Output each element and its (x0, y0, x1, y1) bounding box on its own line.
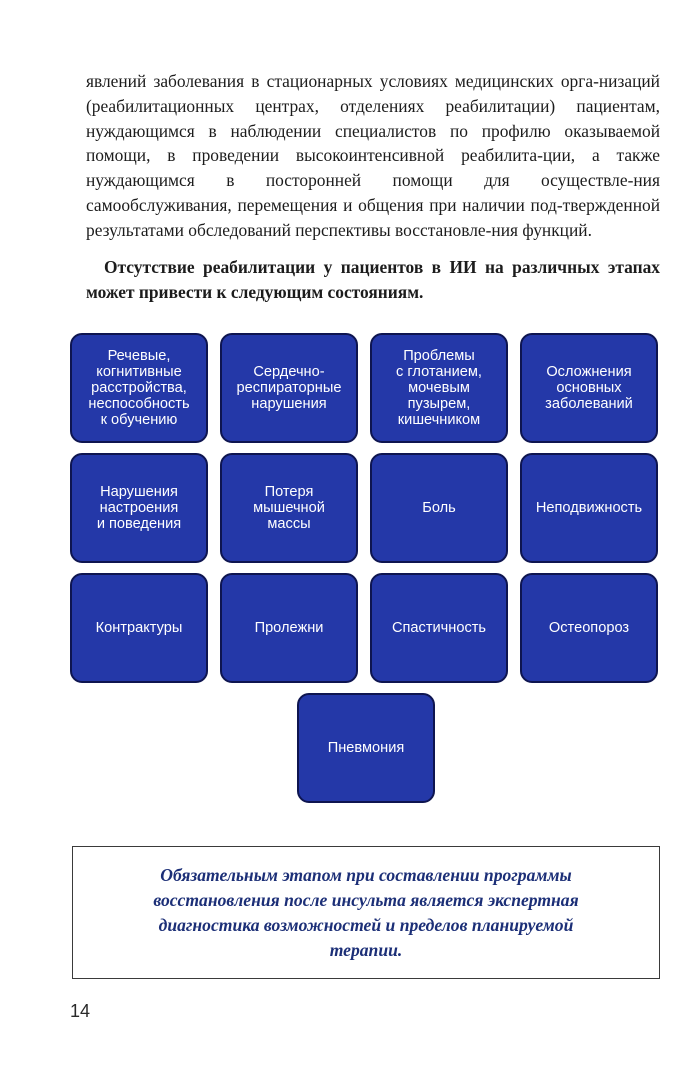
condition-label: Сердечно- респираторные нарушения (236, 364, 342, 412)
condition-box-bedsores (220, 573, 358, 683)
condition-label: Неподвижность (535, 500, 643, 516)
condition-box-spasticity (370, 573, 508, 683)
condition-label: Боль (422, 500, 456, 516)
condition-box-contractures (70, 573, 208, 683)
condition-box-muscle-loss (220, 453, 358, 563)
condition-box-pneumonia (297, 693, 435, 803)
section-heading: Отсутствие реабилитации у пациентов в ИИ на различных этапах может привести к следующим состояниям. (86, 257, 660, 302)
condition-box-osteoporosis (520, 573, 658, 683)
condition-label: Контрактуры (95, 620, 183, 636)
condition-label: Проблемы с глотанием, мочевым пузырем, кишечником (396, 348, 482, 428)
condition-box-cardio-respiratory (220, 333, 358, 443)
condition-label: Осложнения основных заболеваний (545, 364, 633, 412)
condition-label: Остеопороз (548, 620, 630, 636)
condition-box-speech-cognitive (70, 333, 208, 443)
condition-label: Пневмония (327, 740, 405, 756)
condition-label: Речевые, когнитивные расстройства, неспособность к обучению (88, 348, 190, 428)
callout-box (72, 846, 660, 979)
condition-box-pain (370, 453, 508, 563)
condition-box-mood-behavior (70, 453, 208, 563)
condition-label: Спастичность (391, 620, 487, 636)
condition-box-immobility (520, 453, 658, 563)
conditions-diagram (70, 333, 660, 803)
condition-box-swallowing-bladder (370, 333, 508, 443)
condition-label: Пролежни (254, 620, 324, 636)
callout-text: Обязательным этапом при составлении программы восстановления после инсульта является экспертная диагностика возможностей и пределов планируемой терапии. (153, 864, 579, 960)
condition-label: Потеря мышечной массы (253, 484, 325, 532)
condition-label: Нарушения настроения и поведения (96, 484, 182, 532)
body-paragraph: явлений заболевания в стационарных условиях медицинских орга-низаций (реабилитационных центрах, отделениях реабилитации) пациентам, нуждающимся в наблюдении специалистов по профилю оказываемой помощи, в проведении высокоинтенсивной реабилита-ции, а также нуждающимся в посторонней помощи для осуществле-ния самообслуживания, перемещения и общения при наличии под-твержденной результатами обследований перспективы восстановле-ния функций. (86, 71, 660, 240)
condition-box-complications (520, 333, 658, 443)
page-number: 14 (70, 1001, 91, 1021)
